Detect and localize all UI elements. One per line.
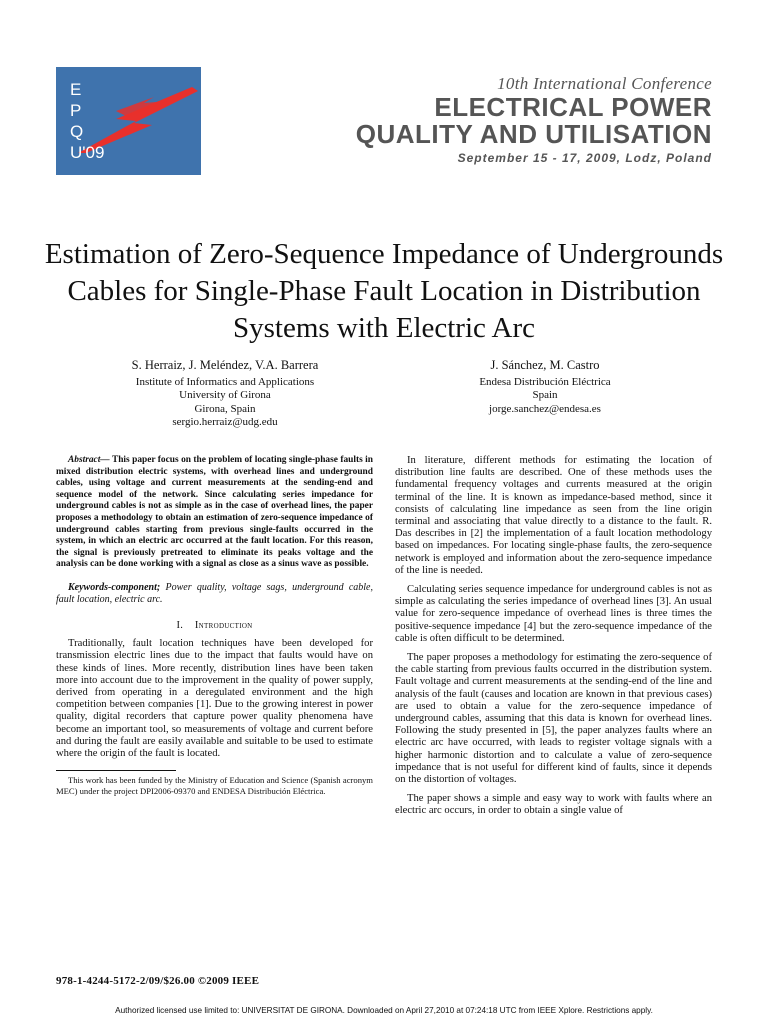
funding-footnote: This work has been funded by the Ministry of Education and Science (Spanish acronym MEC) under the project DPI2006-09370 and ENDESA Distribución Eléctrica. xyxy=(56,775,373,796)
author-names: S. Herraiz, J. Meléndez, V.A. Barrera xyxy=(131,358,319,372)
author-email: jorge.sanchez@endesa.es xyxy=(489,402,601,415)
body-paragraph: The paper proposes a methodology for estimating the zero-sequence of the cable starting from previous faults occurred in the distribution system. Fault voltage and current measurements at the sending-end of the line and analysis of the fault (causes and location are known in that previous cases) are used to obtain a value for the zero-sequence impedance of underground cables, assuming that this data is known for overhead lines. Following the study presented in [5], the paper analyzes faults where an electric arc have occurred, with leads to register voltage signals with a higher harmonic distortion and to calculate a value of zero-sequence impedance that is not useful for different kind of faults, since it depends on the distortion of voltages. xyxy=(395,652,712,786)
author-names: J. Sánchez, M. Castro xyxy=(490,358,600,372)
abstract xyxy=(56,455,373,571)
author-email: sergio.herraiz@udg.edu xyxy=(172,416,278,428)
conference-edition: 10th International Conference xyxy=(497,74,712,93)
conference-name-line1: ELECTRICAL POWER xyxy=(434,92,712,122)
author-university: University of Girona xyxy=(179,389,271,401)
paper-title: Estimation of Zero-Sequence Impedance of Undergrounds Cables for Single-Phase Fault Location in Distribution Systems with Electric Arc xyxy=(44,238,724,344)
section-heading-introduction xyxy=(56,620,373,632)
keywords-label: Keywords-component; xyxy=(68,581,161,593)
author-block-right xyxy=(420,359,670,416)
author-affiliation: Endesa Distribución Eléctrica xyxy=(479,375,611,388)
body-paragraph: In literature, different methods for estimating the location of distribution line faults are described. One of these methods uses the fundamental frequency voltages and currents measured at the origin terminal of the line. It is known as impedance-based method, since it consists of calculating line impedance as seen from the line origin terminal and associating that value directly to a distance to the fault. R. Das describes in [2] the implementation of a fault location methodology based on impedances. For locating single-phase faults, the zero-sequence network is employed and information about the zero-sequence impedance of the line is needed. xyxy=(395,455,712,576)
section-title: Introduction xyxy=(194,619,253,631)
author-location: Girona, Spain xyxy=(194,402,256,415)
logo-letter-p: P xyxy=(70,101,82,120)
body-paragraph: Calculating series sequence impedance for underground cables is not as simple as calculating the series impedance of overhead lines [3]. An usual value for zero-sequence impedance of overhead lines is three times the positive-sequence impedance [4] but the zero-sequence impedance of the cable is often difficult to be determined. xyxy=(395,584,712,644)
conference-date-location: September 15 - 17, 2009, Lodz, Poland xyxy=(457,151,712,165)
abstract-label: Abstract— xyxy=(68,455,110,465)
logo-letter-e: E xyxy=(70,80,82,99)
body-paragraph: The paper shows a simple and easy way to work with faults where an electric arc occurs, in order to obtain a single value of xyxy=(395,793,712,817)
abstract-text: This paper focus on the problem of locating single-phase faults in mixed distribution electric systems, with overhead lines and underground cables, using voltage and current measurements at the sending-end and sequence model of the network. Since calculating series impedance for underground cables is not as simple as in the case of overhead lines, the paper proposes a methodology to obtain an estimation of zero-sequence impedance of underground cables starting from previous single-faults occurred in the system, in which an electric arc occurred at the fault location. For this reason, the signal is previously pretreated to eliminate its peaks voltage and the analysis can be done working with a signal as close as a sinus wave as possible. xyxy=(56,455,373,570)
isbn-copyright: 978-1-4244-5172-2/09/$26.00 ©2009 IEEE xyxy=(56,975,260,987)
keywords-text: Power quality, voltage sags, underground cable, fault location, electric arc. xyxy=(56,581,373,605)
logo-letter-q: Q xyxy=(70,122,84,141)
section-number: I. xyxy=(176,619,184,631)
author-location: Spain xyxy=(532,389,558,401)
right-column xyxy=(395,455,712,825)
author-affiliation: Institute of Informatics and Applications xyxy=(135,375,315,388)
authorization-notice: Authorized licensed use limited to: UNIVERSITAT DE GIRONA. Downloaded on April 27,2010 at 07:24:18 UTC from IEEE Xplore. Restrictions apply. xyxy=(115,1006,653,1015)
author-block-left xyxy=(60,359,390,430)
left-column xyxy=(56,455,373,796)
intro-paragraph: Traditionally, fault location techniques have been developed for transmission electric lines due to the impact that faults would have on these kinds of lines. More recently, distribution lines have been taken more into account due to the improvement in the quality of power supply, derived from operating in a deregulated environment and the high competition between companies [1]. Due to the growing interest in power quality, digital recorders that capture power quality phenomena have become an important tool, so measurements of voltage and current before and during the fault are easily available and suitable to be used to estimate where the origin of the fault is located. xyxy=(56,638,373,759)
conference-name-line2: QUALITY AND UTILISATION xyxy=(355,119,712,149)
conference-logo xyxy=(56,67,201,175)
keywords xyxy=(56,582,373,606)
logo-letter-u09: U'09 xyxy=(70,143,105,162)
footnote-divider xyxy=(56,770,176,771)
